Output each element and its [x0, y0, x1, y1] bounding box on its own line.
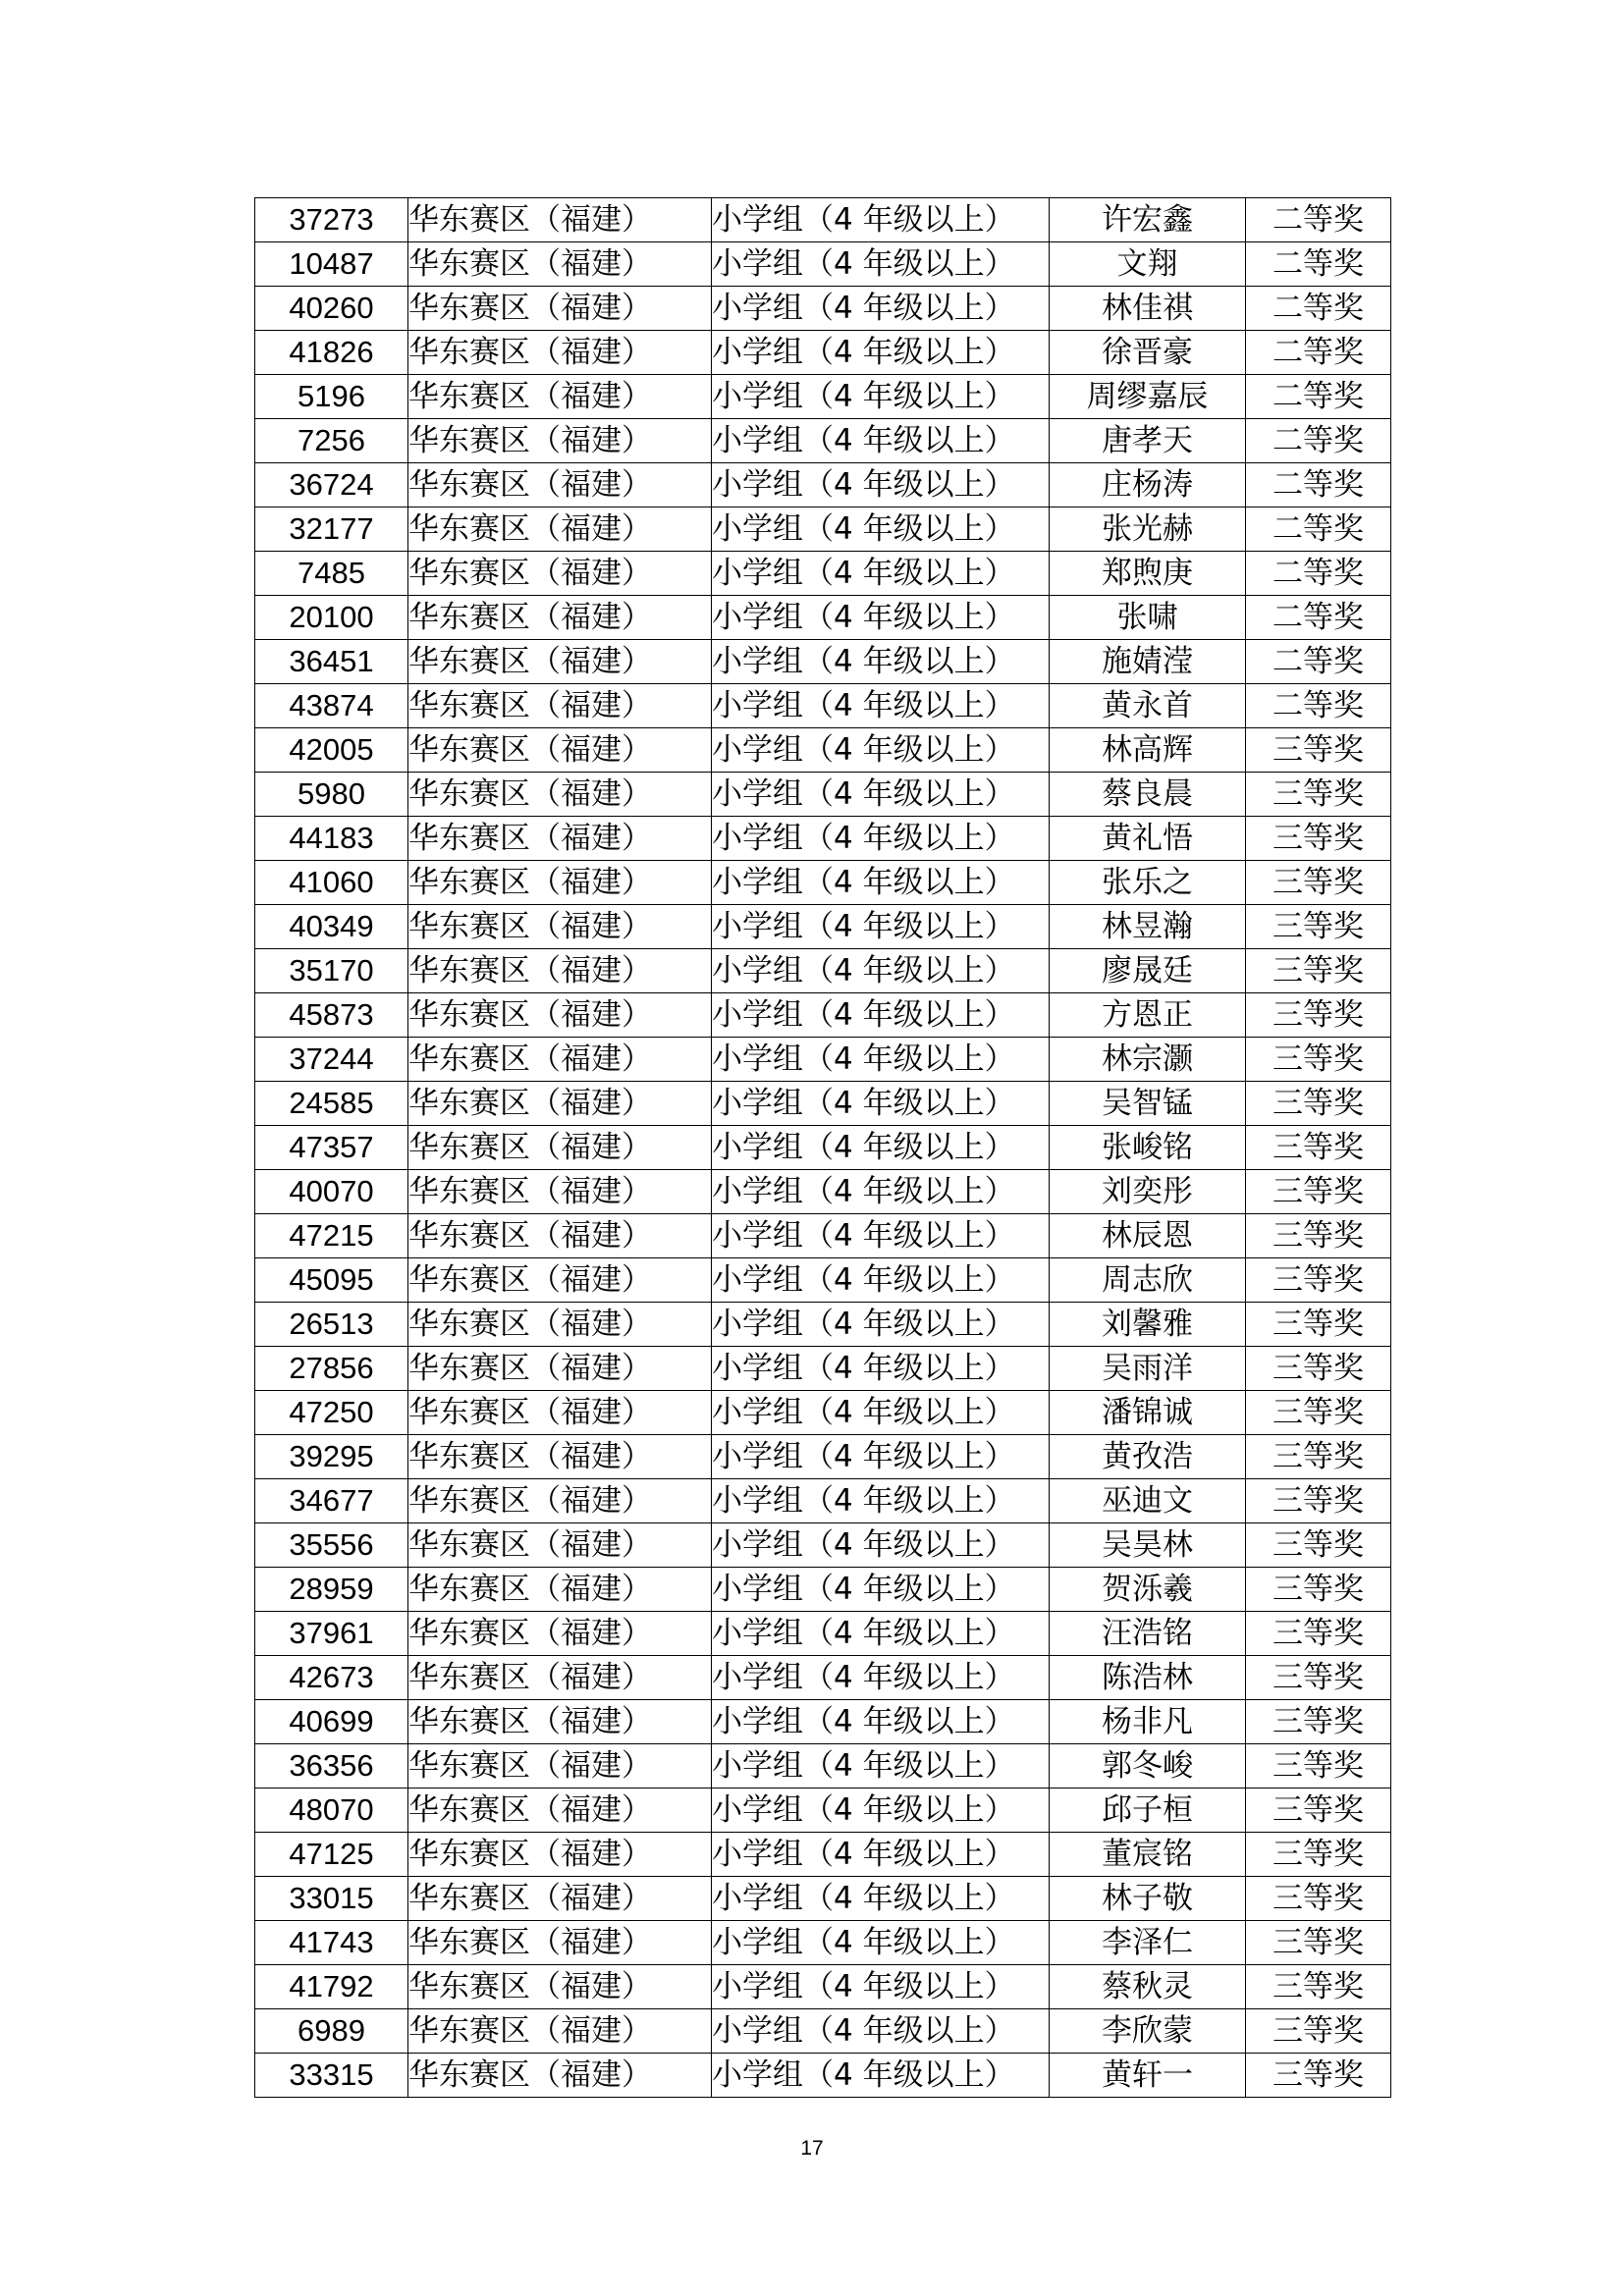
table-row	[255, 1833, 1391, 1877]
student-name-cell: 贺泺羲	[1050, 1568, 1246, 1612]
table-row	[255, 640, 1391, 684]
award-level-cell: 三等奖	[1246, 1789, 1391, 1833]
contestant-id-cell: 47250	[255, 1391, 408, 1435]
student-name-cell: 蔡秋灵	[1050, 1965, 1246, 2009]
region-cell: 华东赛区（福建）	[408, 1700, 712, 1744]
contestant-id-cell: 41792	[255, 1965, 408, 2009]
group-cell: 小学组（4 年级以上）	[712, 817, 1050, 861]
region-cell: 华东赛区（福建）	[408, 817, 712, 861]
contestant-id-cell: 33315	[255, 2054, 408, 2098]
group-cell: 小学组（4 年级以上）	[712, 552, 1050, 596]
table-row	[255, 331, 1391, 375]
student-name-cell: 黄礼悟	[1050, 817, 1246, 861]
table-row	[255, 552, 1391, 596]
contestant-id-cell: 33015	[255, 1877, 408, 1921]
region-cell: 华东赛区（福建）	[408, 949, 712, 993]
group-cell: 小学组（4 年级以上）	[712, 1833, 1050, 1877]
region-cell: 华东赛区（福建）	[408, 463, 712, 507]
region-cell: 华东赛区（福建）	[408, 507, 712, 552]
region-cell: 华东赛区（福建）	[408, 993, 712, 1038]
contestant-id-cell: 40699	[255, 1700, 408, 1744]
contestant-id-cell: 41826	[255, 331, 408, 375]
contestant-id-cell: 24585	[255, 1082, 408, 1126]
table-row	[255, 507, 1391, 552]
group-cell: 小学组（4 年级以上）	[712, 1435, 1050, 1479]
award-level-cell: 三等奖	[1246, 817, 1391, 861]
contestant-id-cell: 36451	[255, 640, 408, 684]
region-cell: 华东赛区（福建）	[408, 596, 712, 640]
group-cell: 小学组（4 年级以上）	[712, 2009, 1050, 2054]
award-level-cell: 三等奖	[1246, 1744, 1391, 1789]
region-cell: 华东赛区（福建）	[408, 2009, 712, 2054]
award-level-cell: 三等奖	[1246, 1612, 1391, 1656]
award-level-cell: 三等奖	[1246, 1479, 1391, 1523]
contestant-id-cell: 45873	[255, 993, 408, 1038]
contestant-id-cell: 48070	[255, 1789, 408, 1833]
contestant-id-cell: 5196	[255, 375, 408, 419]
region-cell: 华东赛区（福建）	[408, 640, 712, 684]
group-cell: 小学组（4 年级以上）	[712, 463, 1050, 507]
region-cell: 华东赛区（福建）	[408, 684, 712, 728]
table-row	[255, 287, 1391, 331]
contestant-id-cell: 41060	[255, 861, 408, 905]
student-name-cell: 吴智锰	[1050, 1082, 1246, 1126]
group-cell: 小学组（4 年级以上）	[712, 684, 1050, 728]
table-row	[255, 1303, 1391, 1347]
student-name-cell: 刘奕彤	[1050, 1170, 1246, 1214]
group-cell: 小学组（4 年级以上）	[712, 1303, 1050, 1347]
student-name-cell: 黄孜浩	[1050, 1435, 1246, 1479]
region-cell: 华东赛区（福建）	[408, 1303, 712, 1347]
table-row	[255, 1170, 1391, 1214]
award-level-cell: 三等奖	[1246, 2009, 1391, 2054]
region-cell: 华东赛区（福建）	[408, 331, 712, 375]
student-name-cell: 张啸	[1050, 596, 1246, 640]
contestant-id-cell: 40260	[255, 287, 408, 331]
region-cell: 华东赛区（福建）	[408, 1877, 712, 1921]
award-level-cell: 二等奖	[1246, 375, 1391, 419]
table-row	[255, 419, 1391, 463]
group-cell: 小学组（4 年级以上）	[712, 1479, 1050, 1523]
contestant-id-cell: 47125	[255, 1833, 408, 1877]
contestant-id-cell: 42673	[255, 1656, 408, 1700]
award-level-cell: 二等奖	[1246, 287, 1391, 331]
student-name-cell: 黄轩一	[1050, 2054, 1246, 2098]
student-name-cell: 巫迪文	[1050, 1479, 1246, 1523]
contestant-id-cell: 6989	[255, 2009, 408, 2054]
award-level-cell: 三等奖	[1246, 949, 1391, 993]
group-cell: 小学组（4 年级以上）	[712, 596, 1050, 640]
award-level-cell: 三等奖	[1246, 1303, 1391, 1347]
group-cell: 小学组（4 年级以上）	[712, 507, 1050, 552]
region-cell: 华东赛区（福建）	[408, 242, 712, 287]
student-name-cell: 徐晋豪	[1050, 331, 1246, 375]
student-name-cell: 张光赫	[1050, 507, 1246, 552]
student-name-cell: 林子敬	[1050, 1877, 1246, 1921]
region-cell: 华东赛区（福建）	[408, 375, 712, 419]
student-name-cell: 林昱瀚	[1050, 905, 1246, 949]
table-row	[255, 861, 1391, 905]
contestant-id-cell: 26513	[255, 1303, 408, 1347]
region-cell: 华东赛区（福建）	[408, 287, 712, 331]
award-level-cell: 三等奖	[1246, 1126, 1391, 1170]
award-level-cell: 三等奖	[1246, 993, 1391, 1038]
contestant-id-cell: 42005	[255, 728, 408, 773]
table-row	[255, 1612, 1391, 1656]
group-cell: 小学组（4 年级以上）	[712, 1258, 1050, 1303]
group-cell: 小学组（4 年级以上）	[712, 331, 1050, 375]
award-level-cell: 三等奖	[1246, 1435, 1391, 1479]
award-level-cell: 二等奖	[1246, 419, 1391, 463]
region-cell: 华东赛区（福建）	[408, 1789, 712, 1833]
table-row	[255, 1479, 1391, 1523]
group-cell: 小学组（4 年级以上）	[712, 1877, 1050, 1921]
region-cell: 华东赛区（福建）	[408, 1833, 712, 1877]
region-cell: 华东赛区（福建）	[408, 1126, 712, 1170]
contestant-id-cell: 34677	[255, 1479, 408, 1523]
region-cell: 华东赛区（福建）	[408, 552, 712, 596]
region-cell: 华东赛区（福建）	[408, 1479, 712, 1523]
group-cell: 小学组（4 年级以上）	[712, 949, 1050, 993]
group-cell: 小学组（4 年级以上）	[712, 1038, 1050, 1082]
student-name-cell: 林宗灏	[1050, 1038, 1246, 1082]
group-cell: 小学组（4 年级以上）	[712, 1612, 1050, 1656]
award-level-cell: 三等奖	[1246, 1082, 1391, 1126]
award-level-cell: 三等奖	[1246, 861, 1391, 905]
contestant-id-cell: 36724	[255, 463, 408, 507]
student-name-cell: 林佳祺	[1050, 287, 1246, 331]
group-cell: 小学组（4 年级以上）	[712, 773, 1050, 817]
group-cell: 小学组（4 年级以上）	[712, 242, 1050, 287]
contestant-id-cell: 37244	[255, 1038, 408, 1082]
region-cell: 华东赛区（福建）	[408, 1656, 712, 1700]
student-name-cell: 李泽仁	[1050, 1921, 1246, 1965]
region-cell: 华东赛区（福建）	[408, 1965, 712, 2009]
table-row	[255, 1700, 1391, 1744]
contestant-id-cell: 40349	[255, 905, 408, 949]
group-cell: 小学组（4 年级以上）	[712, 640, 1050, 684]
group-cell: 小学组（4 年级以上）	[712, 2054, 1050, 2098]
student-name-cell: 文翔	[1050, 242, 1246, 287]
group-cell: 小学组（4 年级以上）	[712, 419, 1050, 463]
group-cell: 小学组（4 年级以上）	[712, 1126, 1050, 1170]
region-cell: 华东赛区（福建）	[408, 1612, 712, 1656]
table-row	[255, 684, 1391, 728]
contestant-id-cell: 43874	[255, 684, 408, 728]
student-name-cell: 廖晟廷	[1050, 949, 1246, 993]
contestant-id-cell: 47357	[255, 1126, 408, 1170]
table-row	[255, 596, 1391, 640]
table-row	[255, 905, 1391, 949]
region-cell: 华东赛区（福建）	[408, 1082, 712, 1126]
student-name-cell: 吴昊林	[1050, 1523, 1246, 1568]
table-row	[255, 375, 1391, 419]
award-list-body	[255, 198, 1391, 2098]
student-name-cell: 张峻铭	[1050, 1126, 1246, 1170]
table-row	[255, 817, 1391, 861]
student-name-cell: 董宸铭	[1050, 1833, 1246, 1877]
student-name-cell: 邱子桓	[1050, 1789, 1246, 1833]
award-level-cell: 二等奖	[1246, 684, 1391, 728]
student-name-cell: 郭冬峻	[1050, 1744, 1246, 1789]
student-name-cell: 唐孝天	[1050, 419, 1246, 463]
award-level-cell: 三等奖	[1246, 1391, 1391, 1435]
table-row	[255, 2054, 1391, 2098]
table-row	[255, 949, 1391, 993]
student-name-cell: 周缪嘉辰	[1050, 375, 1246, 419]
table-row	[255, 1789, 1391, 1833]
student-name-cell: 庄杨涛	[1050, 463, 1246, 507]
group-cell: 小学组（4 年级以上）	[712, 1523, 1050, 1568]
group-cell: 小学组（4 年级以上）	[712, 1214, 1050, 1258]
student-name-cell: 周志欣	[1050, 1258, 1246, 1303]
award-level-cell: 二等奖	[1246, 463, 1391, 507]
contestant-id-cell: 35556	[255, 1523, 408, 1568]
group-cell: 小学组（4 年级以上）	[712, 728, 1050, 773]
contestant-id-cell: 10487	[255, 242, 408, 287]
region-cell: 华东赛区（福建）	[408, 1214, 712, 1258]
table-row	[255, 463, 1391, 507]
table-row	[255, 773, 1391, 817]
contestant-id-cell: 32177	[255, 507, 408, 552]
table-row	[255, 1214, 1391, 1258]
student-name-cell: 陈浩林	[1050, 1656, 1246, 1700]
region-cell: 华东赛区（福建）	[408, 905, 712, 949]
group-cell: 小学组（4 年级以上）	[712, 198, 1050, 242]
group-cell: 小学组（4 年级以上）	[712, 287, 1050, 331]
award-level-cell: 三等奖	[1246, 1965, 1391, 2009]
award-level-cell: 三等奖	[1246, 1700, 1391, 1744]
table-row	[255, 1965, 1391, 2009]
student-name-cell: 施婧滢	[1050, 640, 1246, 684]
contestant-id-cell: 37961	[255, 1612, 408, 1656]
contestant-id-cell: 5980	[255, 773, 408, 817]
contestant-id-cell: 28959	[255, 1568, 408, 1612]
table-row	[255, 1568, 1391, 1612]
region-cell: 华东赛区（福建）	[408, 773, 712, 817]
table-row	[255, 1126, 1391, 1170]
group-cell: 小学组（4 年级以上）	[712, 1568, 1050, 1612]
award-level-cell: 三等奖	[1246, 905, 1391, 949]
contestant-id-cell: 7485	[255, 552, 408, 596]
contestant-id-cell: 40070	[255, 1170, 408, 1214]
group-cell: 小学组（4 年级以上）	[712, 1921, 1050, 1965]
region-cell: 华东赛区（福建）	[408, 1347, 712, 1391]
table-row	[255, 1258, 1391, 1303]
award-level-cell: 二等奖	[1246, 331, 1391, 375]
table-row	[255, 1435, 1391, 1479]
region-cell: 华东赛区（福建）	[408, 1391, 712, 1435]
student-name-cell: 张乐之	[1050, 861, 1246, 905]
table-row	[255, 1038, 1391, 1082]
contestant-id-cell: 47215	[255, 1214, 408, 1258]
table-row	[255, 1082, 1391, 1126]
group-cell: 小学组（4 年级以上）	[712, 1170, 1050, 1214]
student-name-cell: 方恩正	[1050, 993, 1246, 1038]
award-level-cell: 二等奖	[1246, 552, 1391, 596]
award-level-cell: 二等奖	[1246, 507, 1391, 552]
student-name-cell: 刘馨雅	[1050, 1303, 1246, 1347]
contestant-id-cell: 39295	[255, 1435, 408, 1479]
group-cell: 小学组（4 年级以上）	[712, 993, 1050, 1038]
region-cell: 华东赛区（福建）	[408, 1744, 712, 1789]
award-level-cell: 三等奖	[1246, 1523, 1391, 1568]
student-name-cell: 黄永首	[1050, 684, 1246, 728]
award-level-cell: 三等奖	[1246, 773, 1391, 817]
student-name-cell: 蔡良晨	[1050, 773, 1246, 817]
region-cell: 华东赛区（福建）	[408, 1170, 712, 1214]
award-level-cell: 三等奖	[1246, 1833, 1391, 1877]
region-cell: 华东赛区（福建）	[408, 2054, 712, 2098]
table-row	[255, 2009, 1391, 2054]
award-level-cell: 三等奖	[1246, 2054, 1391, 2098]
award-level-cell: 三等奖	[1246, 1347, 1391, 1391]
page-number: 17	[800, 2137, 824, 2160]
award-list-table	[254, 197, 1391, 2098]
group-cell: 小学组（4 年级以上）	[712, 1082, 1050, 1126]
group-cell: 小学组（4 年级以上）	[712, 1789, 1050, 1833]
group-cell: 小学组（4 年级以上）	[712, 1744, 1050, 1789]
table-row	[255, 1347, 1391, 1391]
contestant-id-cell: 35170	[255, 949, 408, 993]
region-cell: 华东赛区（福建）	[408, 1435, 712, 1479]
group-cell: 小学组（4 年级以上）	[712, 905, 1050, 949]
region-cell: 华东赛区（福建）	[408, 1568, 712, 1612]
table-row	[255, 242, 1391, 287]
student-name-cell: 林高辉	[1050, 728, 1246, 773]
award-level-cell: 三等奖	[1246, 1568, 1391, 1612]
region-cell: 华东赛区（福建）	[408, 1523, 712, 1568]
table-row	[255, 728, 1391, 773]
table-row	[255, 198, 1391, 242]
student-name-cell: 林辰恩	[1050, 1214, 1246, 1258]
table-row	[255, 1744, 1391, 1789]
contestant-id-cell: 36356	[255, 1744, 408, 1789]
award-level-cell: 三等奖	[1246, 1656, 1391, 1700]
contestant-id-cell: 7256	[255, 419, 408, 463]
table-row	[255, 1523, 1391, 1568]
table-row	[255, 1877, 1391, 1921]
region-cell: 华东赛区（福建）	[408, 198, 712, 242]
region-cell: 华东赛区（福建）	[408, 419, 712, 463]
award-level-cell: 三等奖	[1246, 1877, 1391, 1921]
contestant-id-cell: 37273	[255, 198, 408, 242]
region-cell: 华东赛区（福建）	[408, 1038, 712, 1082]
group-cell: 小学组（4 年级以上）	[712, 1656, 1050, 1700]
region-cell: 华东赛区（福建）	[408, 861, 712, 905]
table-row	[255, 1921, 1391, 1965]
contestant-id-cell: 45095	[255, 1258, 408, 1303]
region-cell: 华东赛区（福建）	[408, 1921, 712, 1965]
award-level-cell: 三等奖	[1246, 1038, 1391, 1082]
table-row	[255, 1391, 1391, 1435]
award-level-cell: 二等奖	[1246, 198, 1391, 242]
group-cell: 小学组（4 年级以上）	[712, 375, 1050, 419]
contestant-id-cell: 20100	[255, 596, 408, 640]
group-cell: 小学组（4 年级以上）	[712, 1347, 1050, 1391]
group-cell: 小学组（4 年级以上）	[712, 1965, 1050, 2009]
table-row	[255, 993, 1391, 1038]
student-name-cell: 吴雨洋	[1050, 1347, 1246, 1391]
student-name-cell: 郑煦庚	[1050, 552, 1246, 596]
award-level-cell: 二等奖	[1246, 242, 1391, 287]
student-name-cell: 潘锦诚	[1050, 1391, 1246, 1435]
contestant-id-cell: 27856	[255, 1347, 408, 1391]
contestant-id-cell: 41743	[255, 1921, 408, 1965]
student-name-cell: 许宏鑫	[1050, 198, 1246, 242]
student-name-cell: 汪浩铭	[1050, 1612, 1246, 1656]
award-level-cell: 二等奖	[1246, 596, 1391, 640]
student-name-cell: 李欣蒙	[1050, 2009, 1246, 2054]
award-level-cell: 二等奖	[1246, 640, 1391, 684]
region-cell: 华东赛区（福建）	[408, 1258, 712, 1303]
award-level-cell: 三等奖	[1246, 1258, 1391, 1303]
contestant-id-cell: 44183	[255, 817, 408, 861]
award-level-cell: 三等奖	[1246, 728, 1391, 773]
award-level-cell: 三等奖	[1246, 1214, 1391, 1258]
award-level-cell: 三等奖	[1246, 1921, 1391, 1965]
award-level-cell: 三等奖	[1246, 1170, 1391, 1214]
table-row	[255, 1656, 1391, 1700]
group-cell: 小学组（4 年级以上）	[712, 1391, 1050, 1435]
region-cell: 华东赛区（福建）	[408, 728, 712, 773]
student-name-cell: 杨非凡	[1050, 1700, 1246, 1744]
group-cell: 小学组（4 年级以上）	[712, 1700, 1050, 1744]
group-cell: 小学组（4 年级以上）	[712, 861, 1050, 905]
